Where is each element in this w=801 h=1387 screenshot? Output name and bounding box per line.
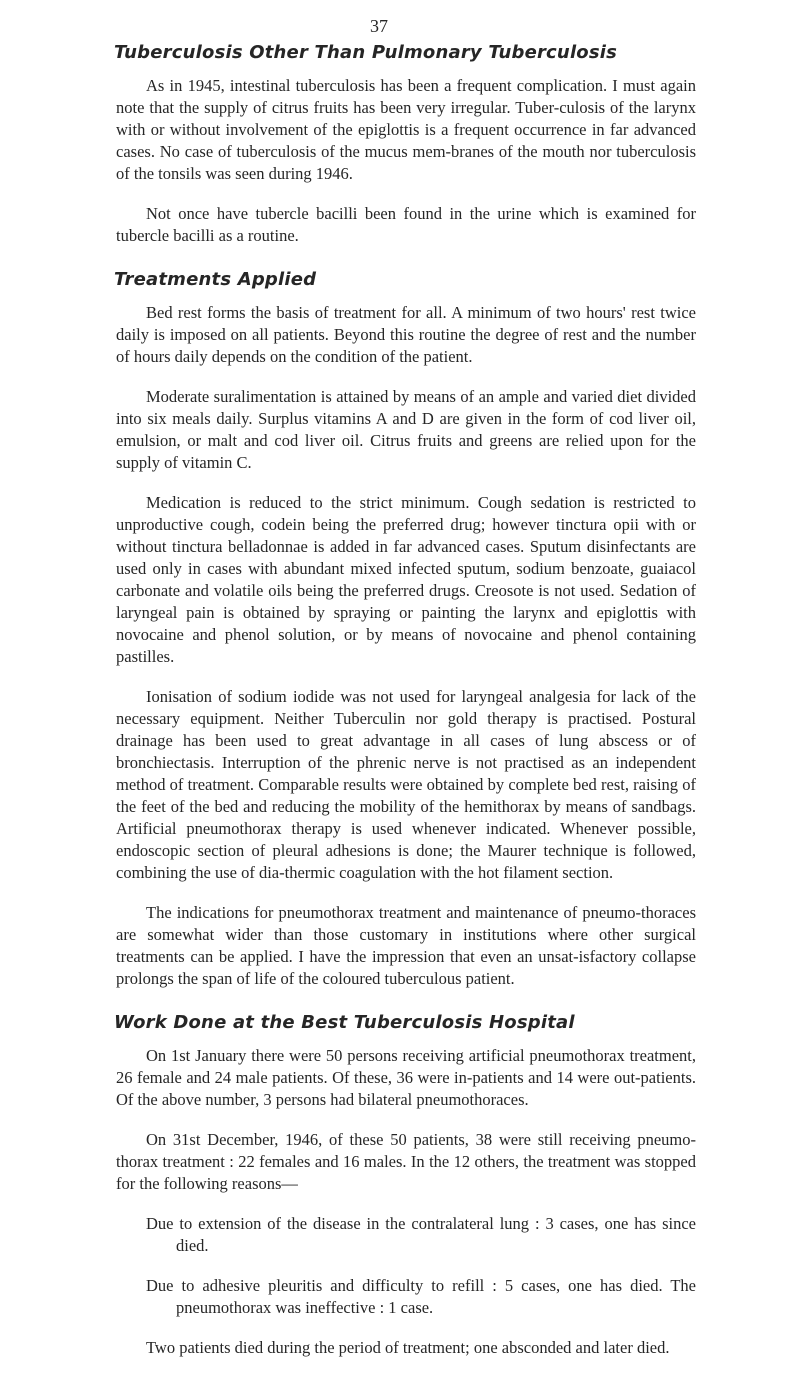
section-other-tuberculosis [116, 42, 696, 247]
reason-item: Due to extension of the disease in the contralateral lung : 3 cases, one has since died. [146, 1214, 696, 1255]
section-heading: Treatments Applied [114, 269, 317, 290]
section-work-done [116, 1012, 696, 1359]
reasons-list [116, 1213, 696, 1359]
paragraph: Ionisation of sodium iodide was not used for laryngeal analgesia for lack of the necessary equipment. Neither Tuberculin nor gold therapy is practised. Postural drainage has been used to great advantage in all cases of lung abscess or of bronchiectasis. Interruption of the phrenic nerve is not practised as an independent method of treatment. Comparable results were obtained by complete bed rest, raising of the feet of the bed and reducing the mobility of the hemithorax by means of sandbags. Artificial pneumothorax therapy is used whenever indicated. Whenever possible, endoscopic section of pleural adhesions is done; the Maurer technique is followed, combining the use of dia-thermic coagulation with the hot filament section. [116, 687, 696, 882]
paragraph: Medication is reduced to the strict minimum. Cough sedation is restricted to unproductive cough, codein being the preferred drug; however tinctura opii with or without tinctura belladonnae is added in far advanced cases. Sputum disinfectants are used only in cases with abundant mixed infected sputum, sodium benzoate, guaiacol carbonate and volatile oils being the preferred drugs. Creosote is not used. Sedation of laryngeal pain is obtained by spraying or painting the larynx and epiglottis with novocaine and phenol solution, or by means of novocaine and phenol containing pastilles. [116, 493, 696, 666]
paragraph: On 1st January there were 50 persons receiving artificial pneumothorax treatment, 26 female and 24 male patients. Of these, 36 were in-patients and 14 were out-patients. Of the above number, 3 persons had bilateral pneumothoraces. [116, 1046, 696, 1109]
reason-item: Two patients died during the period of treatment; one absconded and later died. [146, 1338, 670, 1357]
page-number: 37 [370, 16, 388, 36]
section-treatments [116, 269, 696, 990]
paragraph: Bed rest forms the basis of treatment for all. A minimum of two hours' rest twice daily is imposed on all patients. Beyond this routine the degree of rest and the number of hours daily depends on the condition of the patient. [116, 303, 696, 366]
paragraph: Not once have tubercle bacilli been found in the urine which is examined for tubercle bacilli as a routine. [116, 204, 696, 245]
section-heading: Tuberculosis Other Than Pulmonary Tuberculosis [114, 42, 618, 63]
section-heading: Work Done at the Best Tuberculosis Hospital [114, 1012, 575, 1033]
paragraph: The indications for pneumothorax treatment and maintenance of pneumo-thoraces are somewhat wider than those customary in institutions where other surgical treatments can be applied. I have the impression that even an unsat-isfactory collapse prolongs the span of life of the coloured tuberculous patient. [116, 903, 696, 988]
paragraph: Moderate suralimentation is attained by means of an ample and varied diet divided into six meals daily. Surplus vitamins A and D are given in the form of cod liver oil, emulsion, or malt and cod liver oil. Citrus fruits and greens are relied upon for the supply of vitamin C. [116, 387, 696, 472]
paragraph: On 31st December, 1946, of these 50 patients, 38 were still receiving pneumo-thorax treatment : 22 females and 16 males. In the 12 others, the treatment was stopped for the following reasons— [116, 1130, 696, 1193]
reason-item: Due to adhesive pleuritis and difficulty to refill : 5 cases, one has died. The pneumothorax was ineffective : 1 case. [146, 1276, 696, 1317]
paragraph: As in 1945, intestinal tuberculosis has been a frequent complication. I must again note that the supply of citrus fruits has been very irregular. Tuber-culosis of the larynx with or without involvement of the epiglottis is a frequent occurrence in far advanced cases. No case of tuberculosis of the mucus mem-branes of the mouth nor tuberculosis of the tonsils was seen during 1946. [116, 76, 696, 183]
page-content [116, 42, 696, 1381]
